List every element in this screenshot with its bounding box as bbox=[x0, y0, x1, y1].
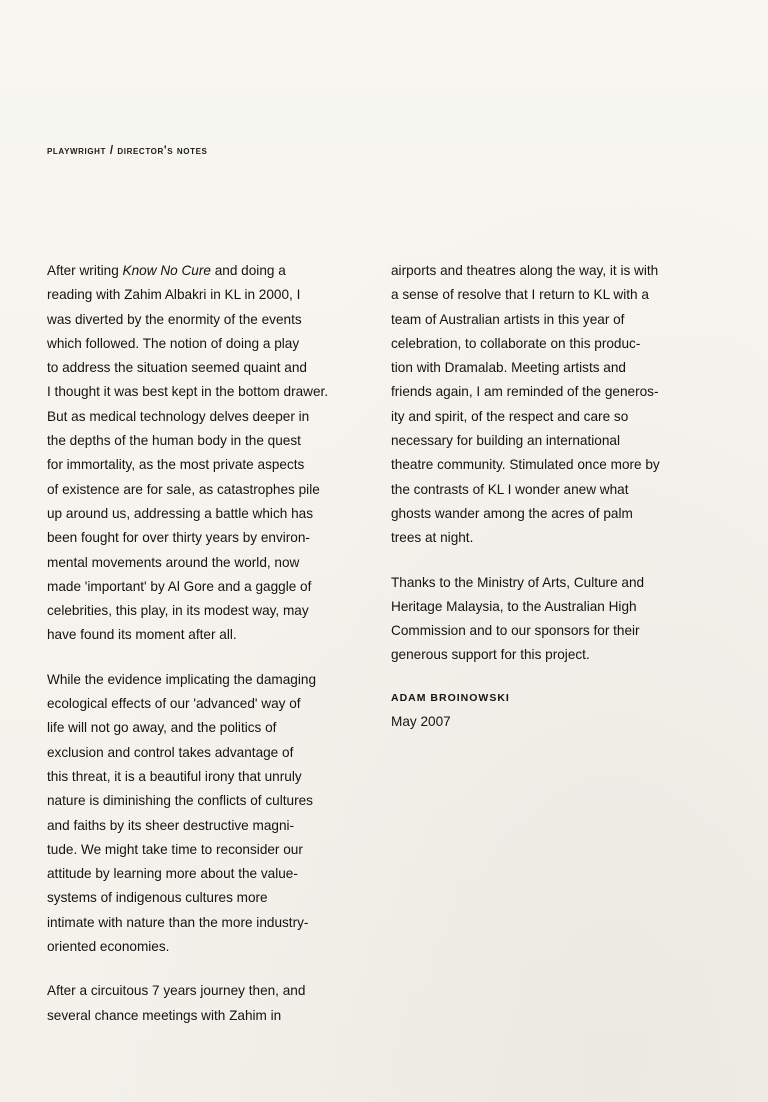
text-line: the depths of the human body in the quest bbox=[47, 433, 301, 449]
text-line: team of Australian artists in this year of bbox=[391, 311, 625, 327]
text-line: up around us, addressing a battle which has bbox=[47, 505, 314, 521]
text-line: tude. We might take time to reconsider our bbox=[47, 841, 303, 857]
text-line: made 'important' by Al Gore and a gaggle of bbox=[47, 578, 312, 594]
text-line: oriented economies. bbox=[47, 939, 170, 955]
text-line: of existence are for sale, as catastrophes pile bbox=[47, 481, 320, 497]
text-line: I thought it was best kept in the bottom drawer. bbox=[47, 384, 329, 400]
text-line: tion with Dramalab. Meeting artists and bbox=[391, 360, 626, 376]
text-line: to address the situation seemed quaint and bbox=[47, 360, 307, 376]
text-line: was diverted by the enormity of the events bbox=[47, 311, 302, 327]
author-name: ADAM BROINOWSKI bbox=[391, 691, 510, 704]
text-line: and faiths by its sheer destructive magni- bbox=[47, 817, 295, 833]
text-line: mental movements around the world, now bbox=[47, 554, 300, 570]
text-line: the contrasts of KL I wonder anew what bbox=[391, 481, 629, 497]
text-line: airports and theatres along the way, it is with bbox=[391, 263, 659, 278]
paragraph-1 bbox=[47, 259, 377, 648]
text-line: Commission and to our sponsors for their bbox=[391, 623, 640, 639]
text-line: been fought for over thirty years by environ- bbox=[47, 530, 310, 546]
text-line: theatre community. Stimulated once more by bbox=[391, 457, 660, 473]
text-line: generous support for this project. bbox=[391, 647, 590, 663]
text-line: nature is diminishing the conflicts of cultures bbox=[47, 793, 313, 809]
text-line: ity and spirit, of the respect and care so bbox=[391, 408, 629, 424]
text-line: systems of indigenous cultures more bbox=[47, 890, 268, 906]
text-line: exclusion and control takes advantage of bbox=[47, 744, 294, 760]
text-line: celebrities, this play, in its modest way, may bbox=[47, 603, 309, 619]
text-line: intimate with nature than the more industry- bbox=[47, 914, 309, 930]
paragraph-continued bbox=[391, 259, 723, 551]
signature-date: May 2007 bbox=[391, 714, 451, 730]
text-line: trees at night. bbox=[391, 530, 474, 546]
paragraph-3 bbox=[47, 979, 377, 1028]
text-line: After a circuitous 7 years journey then, and bbox=[47, 983, 306, 999]
right-column bbox=[391, 259, 723, 734]
left-column bbox=[47, 259, 377, 1028]
section-heading: playwright / director's notes bbox=[47, 145, 208, 157]
acknowledgements-paragraph bbox=[391, 571, 723, 668]
text-line: life will not go away, and the politics of bbox=[47, 720, 277, 736]
text-line: a sense of resolve that I return to KL with a bbox=[391, 287, 649, 303]
text-line: attitude by learning more about the value- bbox=[47, 866, 298, 882]
text-line: which followed. The notion of doing a play bbox=[47, 335, 300, 351]
text-line: After writing Know No Cure and doing a bbox=[47, 263, 286, 278]
text-line: But as medical technology delves deeper in bbox=[47, 408, 310, 424]
text-line: ghosts wander among the acres of palm bbox=[391, 505, 633, 521]
text-line: have found its moment after all. bbox=[47, 627, 237, 643]
text-line: this threat, it is a beautiful irony that unruly bbox=[47, 768, 302, 784]
text-line: friends again, I am reminded of the generos- bbox=[391, 384, 659, 400]
text-line: While the evidence implicating the damaging bbox=[47, 671, 317, 687]
text-line: several chance meetings with Zahim in bbox=[47, 1007, 282, 1023]
text-line: ecological effects of our 'advanced' way of bbox=[47, 696, 301, 712]
text-line: Heritage Malaysia, to the Australian High bbox=[391, 598, 637, 614]
text-line: celebration, to collaborate on this produc- bbox=[391, 335, 641, 351]
play-title: Know No Cure bbox=[122, 263, 211, 278]
text-line: for immortality, as the most private aspects bbox=[47, 457, 305, 473]
text-line: reading with Zahim Albakri in KL in 2000, I bbox=[47, 287, 301, 303]
text-line: necessary for building an international bbox=[391, 433, 620, 449]
paragraph-2 bbox=[47, 668, 377, 960]
text-line: Thanks to the Ministry of Arts, Culture and bbox=[391, 574, 645, 590]
